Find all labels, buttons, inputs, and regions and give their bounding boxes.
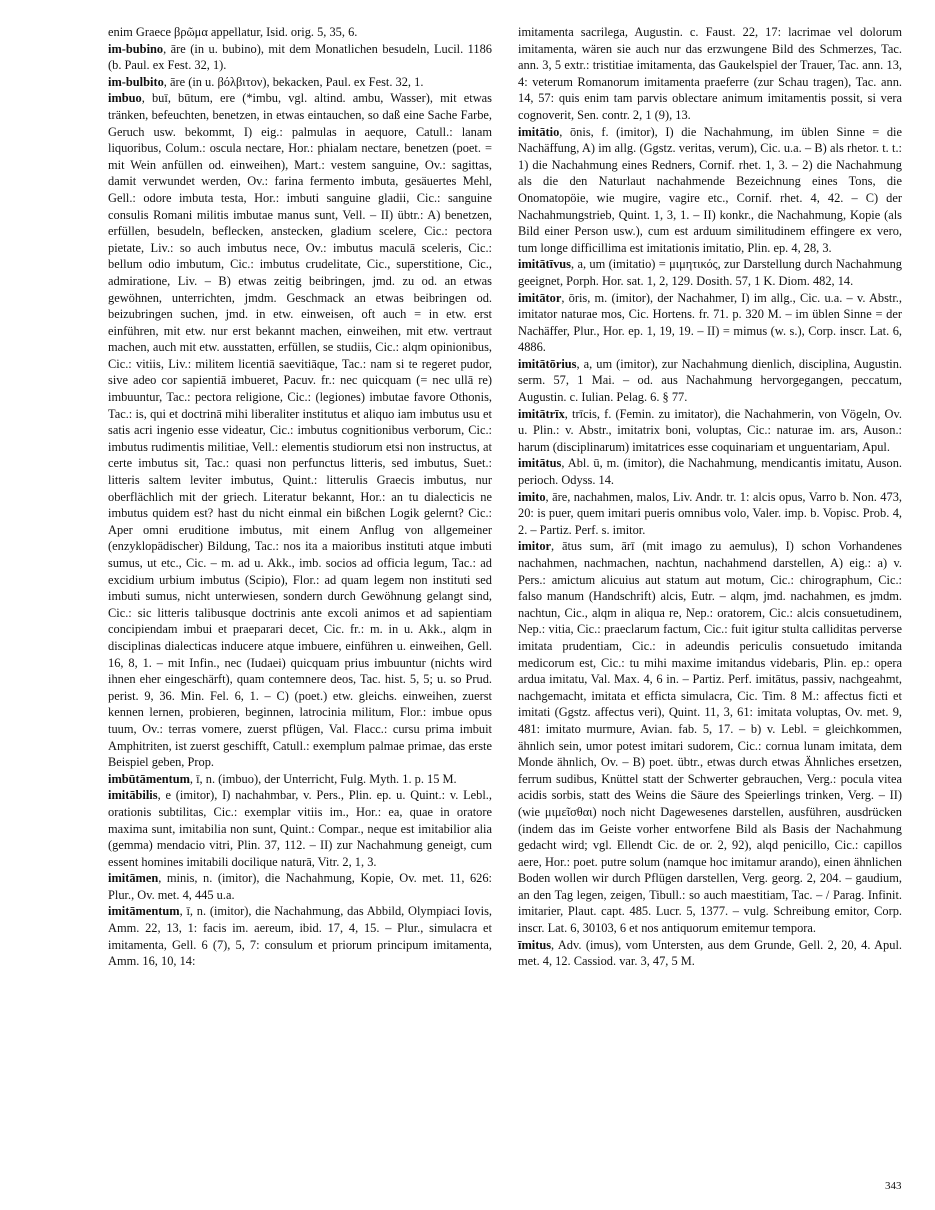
entry-lemma: imitātōrius xyxy=(518,356,577,371)
right-column xyxy=(518,24,902,970)
entry-lemma: im-bulbito xyxy=(108,74,164,89)
entry-text: , ī, n. (imbuo), der Unterricht, Fulg. Myth. 1. p. 15 M. xyxy=(189,771,457,786)
entry-imitamentum xyxy=(108,903,492,969)
entry-lemma: im-bubino xyxy=(108,41,164,56)
entry-imitus xyxy=(518,937,902,970)
entry-text: , a, um (imitor), zur Nachahmung dienlich, disciplina, Augustin. serm. 57, 1 Mai. – od. aus Nachahmung hervorgegangen, peccatum, Augustin. c. Iulian. Pelag. 6. § 77. xyxy=(518,356,902,405)
entry-lemma: imitāmentum xyxy=(108,904,180,919)
entry-imbutamentum xyxy=(108,771,492,788)
entry-lemma: imitāmen xyxy=(108,871,159,886)
entry-text: , trīcis, f. (Femin. zu imitator), die Nachahmerin, von Vögeln, Ov. u. Plin.: v. Abstr., imitatrix boni, voluptas, Cic.: naturae im. ars, Auson.: harum (disciplinarum) imitatrices esse coquinariam et unguentariam, Apul. xyxy=(518,406,902,454)
entry-text: imitamenta sacrilega, Augustin. c. Faust. 22, 17: lacrimae vel dolorum imitamenta, wären sie auch nur das erzwungene Bild des Schmerzes, Tac. ann. 3, 5 extr.: tristitiae imitamenta, das Gaukelspiel der Trauer, Tac. ann. 13, 4: veterum Romanorum imitamenta praeferre (zur Schau tragen), Tac. ann. 14, 57: quis enim tam parvis oblectare animum imitamentis possit, si vera cognoverit, Sen. contr. 2, 1 (9), 13. xyxy=(518,25,902,122)
entry-imito xyxy=(518,489,902,539)
entry-lemma: imitātīvus xyxy=(518,257,572,272)
entry-imitativus xyxy=(518,256,902,289)
entry-text: , āre (in u. bubino), mit dem Monatlichen besudeln, Lucil. 1186 (b. Paul. ex Fest. 32, 1). xyxy=(108,41,492,73)
entry-text: , Adv. (imus), vom Untersten, aus dem Grunde, Gell. 2, 20, 4. Apul. met. 4, 12. Cassiod. var. 3, 47, 5 M. xyxy=(518,937,902,969)
left-column xyxy=(108,24,492,970)
entry-text: , a, um (imitatio) = μιμητικός, zur Darstellung durch Nachahmung geeignet, Porph. Hor. sat. 1, 2, 129. Dosith. 57, 1 K. Diom. 482, 14. xyxy=(518,257,902,288)
entry-imitabilis xyxy=(108,787,492,870)
entry-lemma: imitor xyxy=(518,539,552,554)
entry-imbuo xyxy=(108,90,492,770)
entry-text: , buī, būtum, ere (*imbu, vgl. altind. ambu, Wasser), mit etwas tränken, befeuchten, benetzen, in etwas eintauchen, so daß eine Sache Farbe, Geruch usw. bekommt, I) eig.: palmulas in aequore, Catull.: lanam liquoribus, Colum.: oscula nectare, Hor.: phialam nectare, benetzen (poet. = mit Wein anfüllen od. einweihen), Mart.: vestem sanguine, Ov.: sagittas, damit verwundet werden, Ov.: farina fermento imbuta, gesäuertes Mehl, Gell.: odore imbuta testa, Hor.: imbuti sanguine gladii, Cic.: sanguine consulis Romani militis imbutae manus sunt, Vell. – II) übtr.: A) benetzen, erfüllen, besudeln, beflecken, anstecken, gladium scelere, Cic.: pectora pietate, Liv.: so auch imbutus nece, Ov.: imbutus maculā sceleris, Cic.: bellum odio imbutum, Cic.: imbutus crudelitate, Cic., superstitione, Cic., admiratione, Liv. – B) etwas zeitig beibringen, jmd. zu od. an etwas gewöhnen, unterrichten, jmdm. Geschmack an etwas beibringen od. beizubringen suchen, jmd. in etw. einweisen, oft auch = in etw. erst einführen, mit etw. nur erst bekannt machen, einweihen, mit etw. vertraut machen, auch mit etw. ausstatten, erfüllen, se studiis, Cic.: alqm opinionibus, Cic.: vitiis, Liv.: militem licentiā saevitiāque, Tac.: nam si te regeret pudor, sive adeo cor sapientiā imbueret, Pacuv. fr.: nec quicquam (= nec ullā re) imbuuntur, Tac.: pectora religione, Cic.: (legiones) imbutae favore Othonis, Tac.: is, qui et doctrinā mihi liberaliter institutus et aliquo iam imbutus usu et satis acri ingenio esse videatur, Cic.: imbutus cognitionibus verborum, Cic.: imbutus rudimentis militiae, Vell.: elementis studiorum etsi non instructus, at certe imbutus sit, Tac.: quasi non perfunctus litteris, sed imbutus, Suet.: litteris saltem leviter imbutus, Quint.: litterulis Graecis imbutus, nur oberflächlich mit der griech. Literatur bekannt, Hor.: an tu dialecticis ne imbutus quidem est? hast du nicht einmal ein bißchen Logik gelernt? Cic.: Aper omni eruditione imbutus, mit einem Anflug von allgemeiner (enzyklopädischer) Bildung, Tac.: nos ita a maioribus instituti atque imbuti sumus, ut etc., Cic. – m. ad u. Akk., imb. socios ad officia legum, Tac.: ad excidium urbium imbutus (Scipio), Flor.: ad quam legem non instituti sed imbuti sumus, nicht unterwiesen, sondern durch Gewöhnung gelangt sind, Cic.: sic litteris talibusque doctrinis ante excoli animos et ad sapientiam concipiendam imbui et praeparari decet, Cic. fr.: m. in u. Akk., alqm in disciplinas dialecticas inducere atque imbuere, einführen u. einweihen, Gell. 16, 8, 1. – mit Infin., nec (Iudaei) quicquam prius imbuuntur (nichts wird ihnen eher eingeschärft), quam contemnere deos, Tac. hist. 5, 5; u. so Prud. perist. 9, 36. Min. Fel. 6, 1. – C) (poet.) etw. gleichs. einweihen, zuerst kennen lernen, probieren, beginnen, latrocinia militum, Flor.: imbue opus tuum, Ov.: terras vomere, zuerst pflügen, Val. Flacc.: cursu prima imbuit Amphitriten, ist zuerst geschifft, Catull.: exemplum palmae primae, das erste Beispiel geben, Prop. xyxy=(108,91,492,770)
page-number: 343 xyxy=(885,1180,902,1192)
entry-text: , ātus sum, ārī (mit imago zu aemulus), I) schon Vorhandenes nachahmen, nachmachen, nachtun, nachahmend darstellen, A) eig.: a) v. Pers.: amictum alicuius aut statum aut motum, Cic.: chirographum, Cic.: falso manum (Handschrift) alcis, Eutr. – alqm, jmd. nachahmen, es jmdm. nachtun, Cic., alqm in aliqua re, Nep.: oratorem, Cic.: alcis consuetudinem, Nep.: vitia, Cic.: praeclarum factum, Cic.: fuit igitur stulta calliditas perverse imitata prudentiam, Cic.: in adeundis periculis consuetudo imitanda medicorum est, Cic.: tu mihi maxime imitandus videbaris, Plin. ep.: opera ardua imitatu, Val. Max. 4, 6 in. – Partiz. Perf. imitātus, passiv, nachgeahmt, nachgemacht, imitata et efficta simulacra, Cic. Tim. 8 M.: affectus ficti et imitati (Ggstz. affectus veri), Quint. 11, 3, 61: imitata voluptas, Ov. met. 9, 481: imitato murmure, Avian. fab. 5, 17. – b) v. Lebl. = gleichkommen, ähnlich sein, umor potest imitari sudorem, Cic.: cornua lunam imitata, dem Monde ähnlich, Ov. – B) poet. übtr., etwas durch etwas Ähnliches ersetzen, ferrum sudibus, Knüttel statt der Schwerter gebrauchen, Verg.: pocula vitea acidis sorbis, statt des Weins die Säure des Speierlings trinken, Verg. – II) (wie μιμεῖσθαι) noch nicht Dagewesenes darstellen, ausführen, ausdrücken (indem das im Geiste vorher entworfene Bild als Basis der Nachahmung gedacht wird; vgl. Ellendt Cic. de or. 2, 92), alqd penicillo, Cic.: capillos aere, Hor.: poet. putre solum (namque hoc imitamur arando), einen ähnlichen Boden wollen wir durch Pflügen darstellen, Verg. georg. 2, 204. – gaudium, an den Tag legen, zeigen, Tibull.: so auch maestitiam, Tac. – / Parag. Infinit. imitarier, Plaut. capt. 485. Lucr. 5, 1377. – vulg. Schreibung emitor, Corp. inscr. Lat. 6, 30103, 6 et nos antiquorum emitemur tempora. xyxy=(518,539,902,936)
entry-lemma: imitābilis xyxy=(108,788,158,803)
entry-lemma: īmitus xyxy=(518,937,552,952)
entry-lemma: imito xyxy=(518,489,546,504)
entry-text: , e (imitor), I) nachahmbar, v. Pers., Plin. ep. u. Quint.: v. Lebl., orationis subtilitas, Cic.: exemplar vitiis im., Hor.: ea, quae in oratore maxima sunt, imitabilia non sunt, Quint.: Compar., neque est imitabilior alia (gemma) mendacio vitri, Plin. 37, 112. – II) zur Nachahmung geneigt, cum essent homines imitabili docilique naturā, Vitr. 2, 1, 3. xyxy=(108,788,492,869)
entry-text: , ōris, m. (imitor), der Nachahmer, I) im allg., Cic. u.a. – v. Abstr., imitator naturae mos, Cic. Hortens. fr. 71. p. 320 M. – im üblen Sinne = der Nachäffer, Plur., Hor. ep. 1, 19, 19. – II) = mimus (w. s.), Corp. inscr. Lat. 6, 4886. xyxy=(518,290,902,355)
entry-imitatrix xyxy=(518,406,902,456)
entry-continuation-imbrumo xyxy=(108,24,492,41)
entry-imitator xyxy=(518,290,902,356)
entry-imitamen xyxy=(108,870,492,903)
entry-text: enim Graece βρῶμα appellatur, Isid. orig. 5, 35, 6. xyxy=(108,25,358,39)
entry-imitatus xyxy=(518,455,902,488)
entry-text: , ōnis, f. (imitor), I) die Nachahmung, im üblen Sinne = die Nachäffung, A) im allg. (Ggstz. veritas, verum), Cic. u.a. – B) als rhetor. t. t.: 1) die Nachahmung eines Redners, Cornif. rhet. 1, 3. – 2) die Nachahmung als die den Naturlaut nachahmende Bezeichnung eines Tons, die Onomatopöie, wie mugire, vagire etc., Cornif. rhet. 4, 42. – C) der Nachahmungstrieb, Quint. 1, 3, 1. – II) konkr., die Nachahmung, Kopie (als Bild einer Person usw.), cum est arduum similitudinem effingere ex vero, tum longe difficillima est imitationis imitatio, Plin. ep. 4, 28, 3. xyxy=(518,124,902,255)
entry-lemma: imitātus xyxy=(518,456,562,471)
entry-lemma: imbūtāmentum xyxy=(108,771,190,786)
entry-lemma: imitātrīx xyxy=(518,406,565,421)
entry-imitatio xyxy=(518,124,902,257)
entry-imitor xyxy=(518,538,902,936)
entry-continuation-imitamentum xyxy=(518,24,902,124)
entry-imbulbito xyxy=(108,74,492,91)
entry-lemma: imitātio xyxy=(518,124,560,139)
entry-text: , āre (in u. βόλβιτον), bekacken, Paul. ex Fest. 32, 1. xyxy=(163,74,424,89)
entry-text: , ī, n. (imitor), die Nachahmung, das Abbild, Olympiaci Iovis, Amm. 22, 13, 1: facis im. aereum, ibid. 17, 4, 15. – Plur., simulacra et imitamenta, Gell. 6 (7), 5, 7: consulum et priorum principum imitamenta, Amm. 16, 10, 14: xyxy=(108,904,492,969)
entry-lemma: imbuo xyxy=(108,91,142,106)
entry-imitatorius xyxy=(518,356,902,406)
entry-lemma: imitātor xyxy=(518,290,562,305)
entry-text: , minis, n. (imitor), die Nachahmung, Kopie, Ov. met. 11, 626: Plur., Ov. met. 4, 445 u.a. xyxy=(108,871,492,902)
entry-imbubino xyxy=(108,41,492,74)
entry-text: , Abl. ū, m. (imitor), die Nachahmung, mendicantis imitatu, Auson. perioch. Odyss. 14. xyxy=(518,456,902,488)
entry-text: , āre, nachahmen, malos, Liv. Andr. tr. 1: alcis opus, Varro b. Non. 473, 20: is puer, quem imitari pueris omnibus volo, Valer. imp. b. Vopisc. Prob. 4, 2. – Partiz. Perf. s. imitor. xyxy=(518,489,902,537)
